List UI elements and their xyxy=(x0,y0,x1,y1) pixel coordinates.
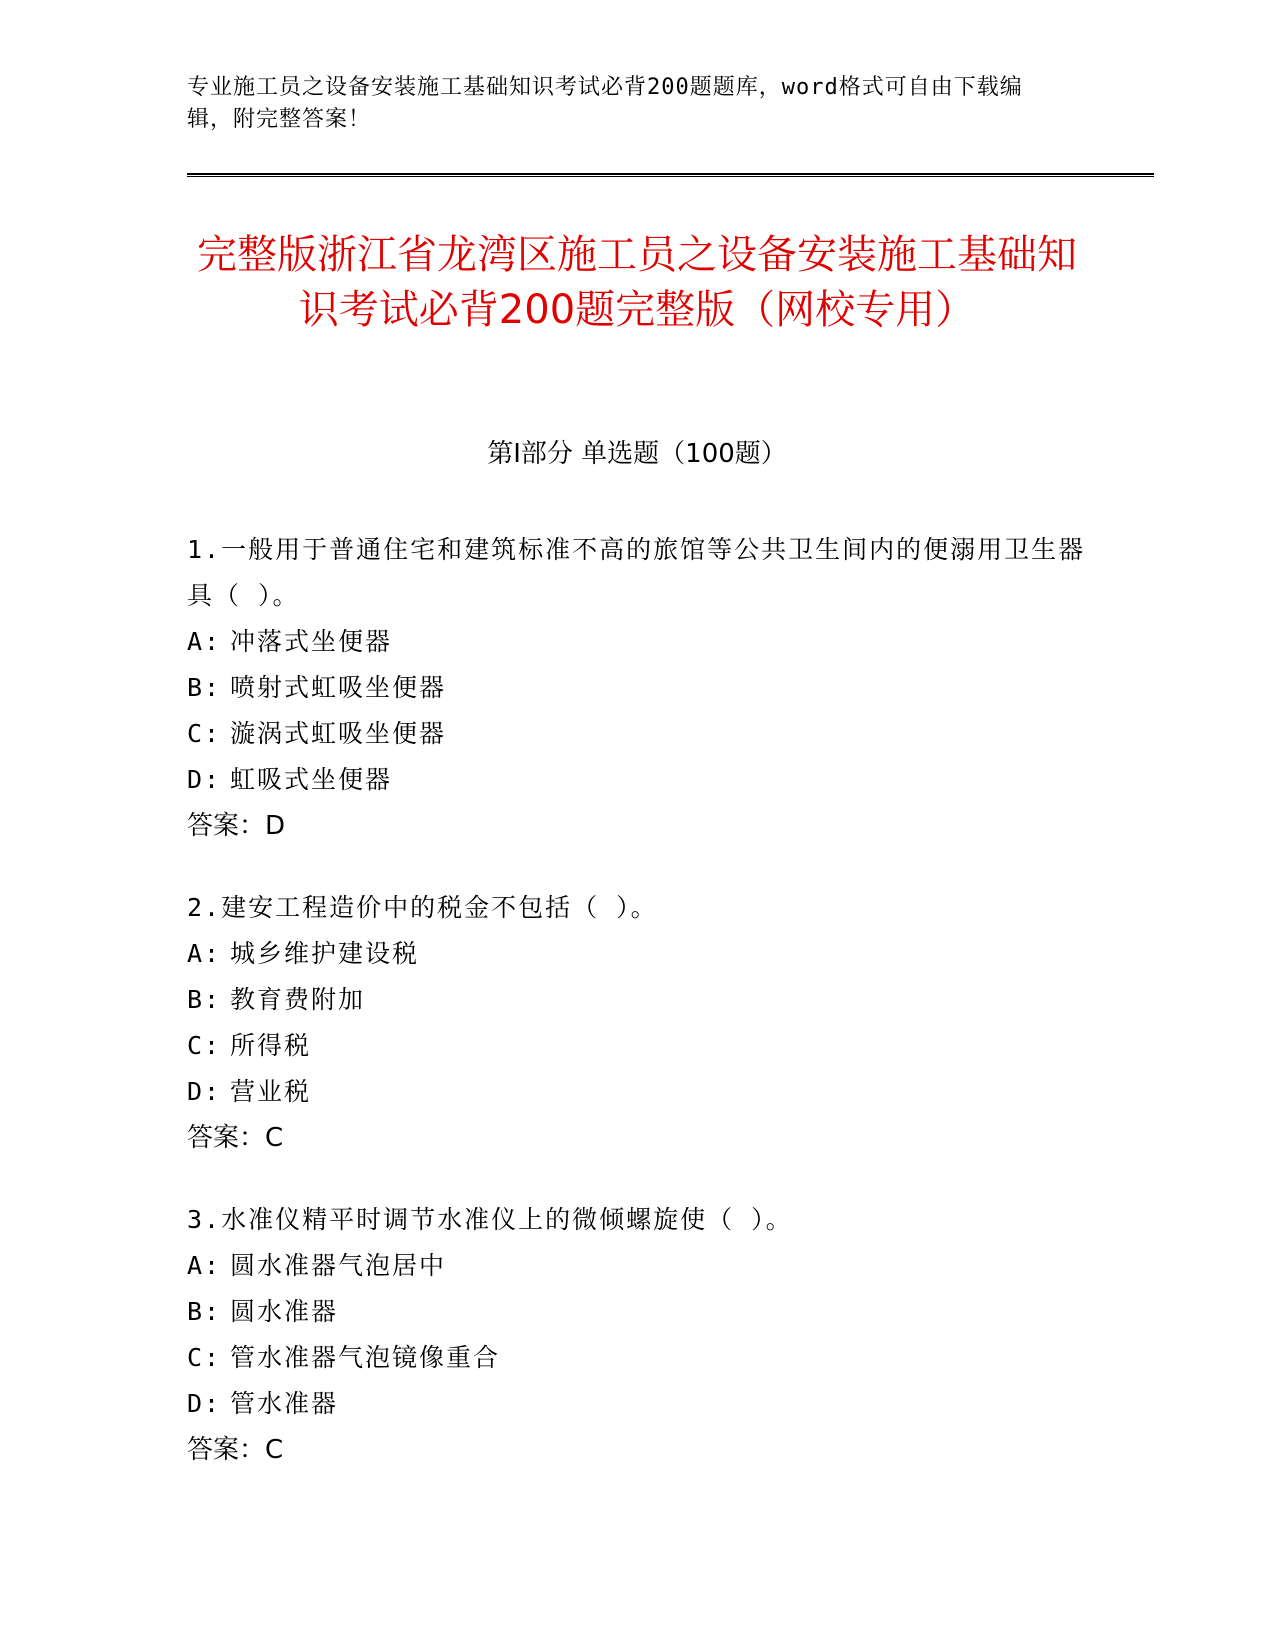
option-text: 圆水准器 xyxy=(230,1297,339,1326)
question-list xyxy=(187,527,1087,1509)
option-text: 所得税 xyxy=(230,1031,312,1060)
option-text: 营业税 xyxy=(230,1077,312,1106)
option-letter: C: xyxy=(187,1343,222,1372)
option-a xyxy=(187,619,1087,665)
answer-line: 答案：D xyxy=(187,811,286,841)
option-letter: D: xyxy=(187,1077,222,1106)
option-text: 管水准器 xyxy=(230,1389,339,1418)
option-text: 管水准器气泡镜像重合 xyxy=(230,1343,501,1372)
option-letter: C: xyxy=(187,719,222,748)
option-text: 喷射式虹吸坐便器 xyxy=(230,673,447,702)
option-letter: C: xyxy=(187,1031,222,1060)
option-c xyxy=(187,1335,1087,1381)
option-text: 教育费附加 xyxy=(230,985,366,1014)
option-letter: B: xyxy=(187,673,222,702)
option-a xyxy=(187,931,1087,977)
question-stem: 3.水准仪精平时调节水准仪上的微倾螺旋使（ ）。 xyxy=(187,1205,793,1234)
option-d xyxy=(187,757,1087,803)
question-stem: 2.建安工程造价中的税金不包括（ ）。 xyxy=(187,893,658,922)
option-a xyxy=(187,1243,1087,1289)
question-3 xyxy=(187,1197,1087,1473)
option-d xyxy=(187,1069,1087,1115)
option-c xyxy=(187,1023,1087,1069)
document-title: 完整版浙江省龙湾区施工员之设备安装施工基础知识考试必背200题完整版（网校专用） xyxy=(197,232,1077,333)
option-c xyxy=(187,711,1087,757)
answer-line: 答案：C xyxy=(187,1123,284,1153)
option-text: 虹吸式坐便器 xyxy=(230,765,393,794)
question-1 xyxy=(187,527,1087,849)
option-letter: A: xyxy=(187,627,222,656)
option-text: 圆水准器气泡居中 xyxy=(230,1251,447,1280)
option-b xyxy=(187,665,1087,711)
answer-line: 答案：C xyxy=(187,1435,284,1465)
option-letter: D: xyxy=(187,765,222,794)
option-letter: A: xyxy=(187,1251,222,1280)
header-divider xyxy=(187,173,1154,177)
option-letter: B: xyxy=(187,985,222,1014)
option-b xyxy=(187,1289,1087,1335)
question-stem: 1.一般用于普通住宅和建筑标准不高的旅馆等公共卫生间内的便溺用卫生器具（ ）。 xyxy=(187,535,1086,610)
option-text: 城乡维护建设税 xyxy=(230,939,420,968)
question-2 xyxy=(187,885,1087,1161)
option-letter: A: xyxy=(187,939,222,968)
option-text: 漩涡式虹吸坐便器 xyxy=(230,719,447,748)
option-text: 冲落式坐便器 xyxy=(230,627,393,656)
option-b xyxy=(187,977,1087,1023)
option-letter: D: xyxy=(187,1389,222,1418)
header-note: 专业施工员之设备安装施工基础知识考试必背200题题库，word格式可自由下载编辑，附完整答案！ xyxy=(187,75,1023,132)
section-heading: 第Ⅰ部分 单选题（100题） xyxy=(487,439,787,469)
option-letter: B: xyxy=(187,1297,222,1326)
option-d xyxy=(187,1381,1087,1427)
